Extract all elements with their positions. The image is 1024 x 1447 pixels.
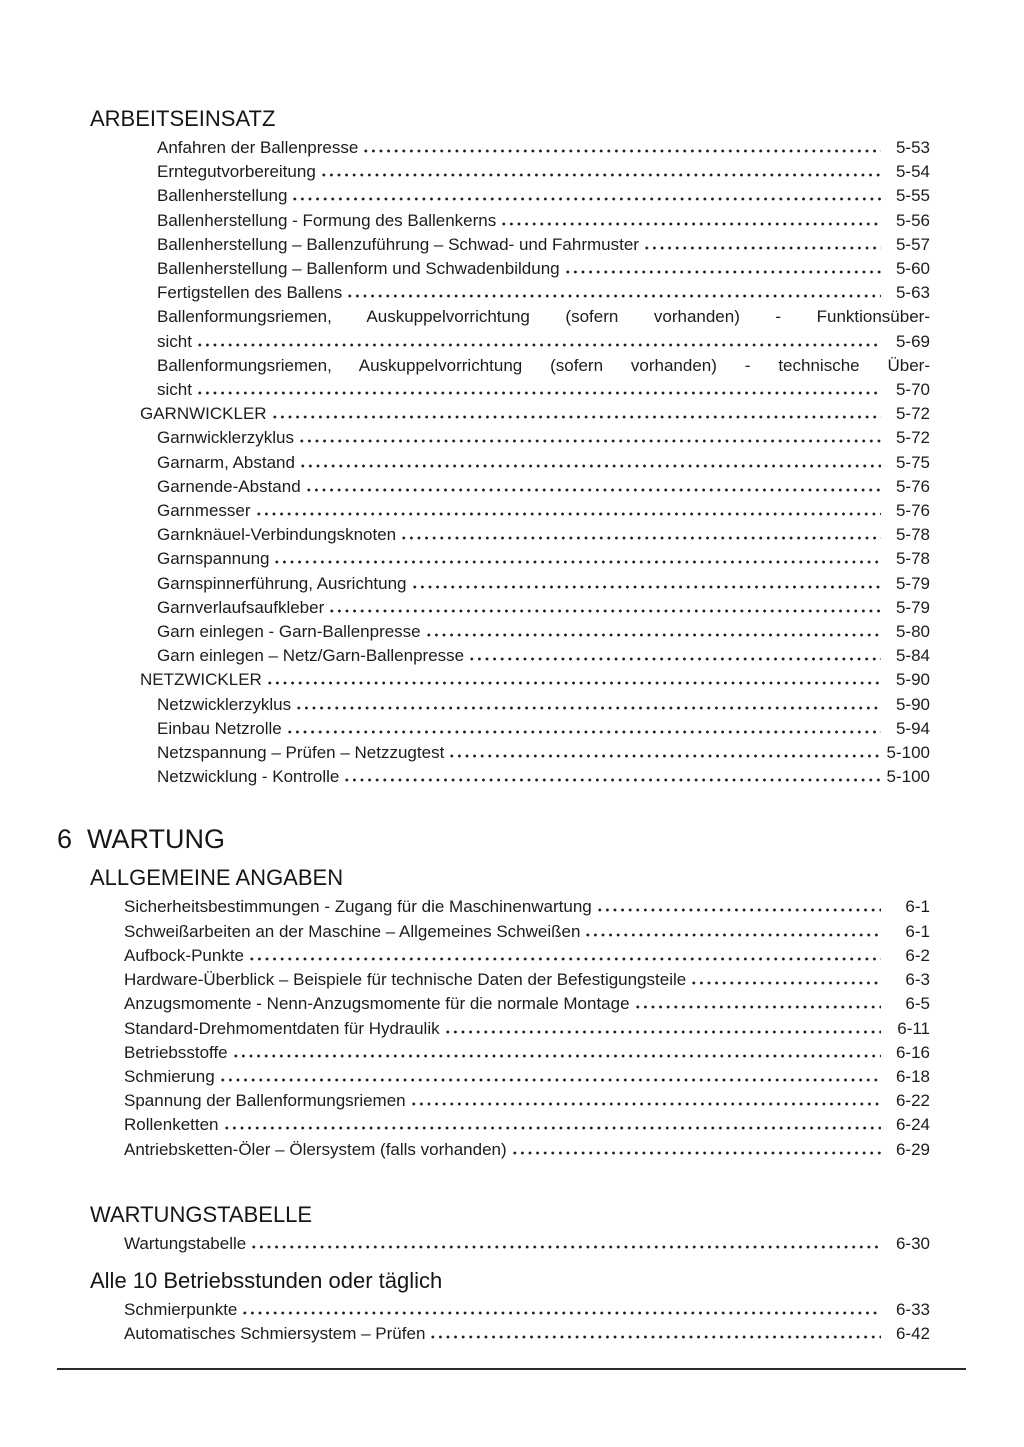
- toc-entry-page: 6-30: [895, 1233, 930, 1253]
- toc-entry-line1: Ballenformungsriemen, Auskuppelvorrichtung (sofern vorhanden) - Funktionsüber-: [157, 307, 930, 327]
- dot-leader: [248, 957, 881, 961]
- dot-leader: [500, 222, 881, 226]
- dot-leader: [299, 464, 881, 468]
- toc-entry-page: 6-1: [905, 897, 930, 917]
- dot-leader: [643, 246, 881, 250]
- dot-leader: [291, 197, 881, 201]
- dot-leader: [232, 1054, 881, 1058]
- toc-entry: [57, 1298, 930, 1322]
- toc-entry: [57, 233, 930, 257]
- toc-entry-label: Rollenketten: [124, 1115, 219, 1135]
- toc-entry-label: Garnspannung: [157, 549, 270, 569]
- toc-entry-label: Netzspannung – Prüfen – Netzzugtest: [157, 743, 445, 763]
- toc-entry: [57, 620, 930, 644]
- toc-entry-page: 6-11: [897, 1018, 930, 1038]
- footer-rule: [57, 1368, 966, 1370]
- toc-entry-line2: sicht: [157, 331, 192, 351]
- toc-entry-label: Fertigstellen des Ballens: [157, 283, 343, 303]
- section-heading: ALLGEMEINE ANGABEN: [90, 865, 344, 891]
- toc-entry: [57, 572, 930, 596]
- toc-entry-label: Aufbock-Punkte: [124, 945, 245, 965]
- toc-entry-page: 5-75: [895, 452, 930, 472]
- toc-entry-label: Garnende-Abstand: [157, 476, 301, 496]
- toc-entry: [57, 451, 930, 475]
- dot-leader: [295, 706, 881, 710]
- toc-entry-page: 5-79: [895, 573, 930, 593]
- toc-entry: [57, 1138, 930, 1162]
- dot-leader: [271, 415, 881, 419]
- dot-leader: [219, 1078, 881, 1082]
- dot-leader: [196, 391, 881, 395]
- toc-entry-label: Garnverlaufsaufkleber: [157, 597, 325, 617]
- toc-entry-multiline: [57, 305, 930, 353]
- toc-entry-label: Garnarm, Abstand: [157, 452, 295, 472]
- toc-entry-page: 5-79: [895, 597, 930, 617]
- toc-entry: [57, 1065, 930, 1089]
- toc-entry-label: Garnspinnerführung, Ausrichtung: [157, 573, 407, 593]
- toc-entry: [57, 475, 930, 499]
- toc-entry: [57, 1041, 930, 1065]
- dot-leader: [241, 1311, 881, 1315]
- toc-entry: [57, 944, 930, 968]
- dot-leader: [411, 585, 882, 589]
- dot-leader: [343, 778, 881, 782]
- dot-leader: [273, 560, 881, 564]
- toc-entry-page: 5-76: [895, 501, 930, 521]
- toc-entry-page: 5-78: [895, 549, 930, 569]
- dot-leader: [584, 933, 881, 937]
- toc-entry: [57, 968, 930, 992]
- dot-leader: [305, 488, 881, 492]
- toc-entry-page: 6-16: [895, 1042, 930, 1062]
- toc-entry-label: Antriebsketten-Öler – Ölersystem (falls vorhanden): [124, 1139, 507, 1159]
- dot-leader: [425, 633, 881, 637]
- toc-entry-label: Netzwicklung - Kontrolle: [157, 767, 340, 787]
- toc-entry: [57, 160, 930, 184]
- toc-entry-label: Hardware-Überblick – Beispiele für technische Daten der Befestigungsteile: [124, 970, 687, 990]
- toc-entry-label: Schmierung: [124, 1066, 215, 1086]
- dot-leader: [266, 681, 881, 685]
- dot-leader: [223, 1126, 881, 1130]
- toc-entry: [57, 693, 930, 717]
- toc-entry: [57, 1232, 930, 1256]
- dot-leader: [255, 512, 881, 516]
- toc-entry-label: Schmierpunkte: [124, 1299, 238, 1319]
- toc-entry-line2-row: [157, 378, 930, 402]
- toc-entry-line1: Ballenformungsriemen, Auskuppelvorrichtung (sofern vorhanden) - technische Über-: [157, 355, 930, 375]
- toc-entry-page: 6-18: [895, 1066, 930, 1086]
- dot-leader: [429, 1335, 881, 1339]
- toc-entry-page: 5-55: [895, 186, 930, 206]
- chapter-heading: 6 WARTUNG: [57, 824, 226, 855]
- toc-entry-page: 6-24: [895, 1115, 930, 1135]
- dot-leader: [196, 343, 881, 347]
- toc-entry: [57, 596, 930, 620]
- dot-leader: [468, 657, 881, 661]
- toc-entry: [57, 1089, 930, 1113]
- toc-entry-page: 6-29: [895, 1139, 930, 1159]
- toc-entry-page: 6-3: [905, 970, 930, 990]
- toc-entry-label: NETZWICKLER: [140, 670, 262, 690]
- toc-entry-label: Betriebsstoffe: [124, 1042, 228, 1062]
- toc-entry-page: 6-2: [905, 945, 930, 965]
- toc-entry-page: 5-84: [895, 646, 930, 666]
- toc-entry-label: Garnknäuel-Verbindungsknoten: [157, 525, 397, 545]
- toc-entry-page: 5-76: [895, 476, 930, 496]
- toc-entry-page: 5-70: [895, 380, 930, 400]
- toc-entry-label: Erntegutvorbereitung: [157, 162, 316, 182]
- toc-entry-page: 5-72: [895, 404, 930, 424]
- toc-entry-label: Automatisches Schmiersystem – Prüfen: [124, 1324, 426, 1344]
- toc-entry: [57, 184, 930, 208]
- toc-entry-multiline: [57, 354, 930, 402]
- toc-entry: [57, 1017, 930, 1041]
- toc-entry-page: 5-100: [886, 767, 930, 787]
- toc-entry-label: Wartungstabelle: [124, 1233, 247, 1253]
- dot-leader: [410, 1102, 881, 1106]
- toc-entry-page: 5-54: [895, 162, 930, 182]
- dot-leader: [286, 730, 881, 734]
- dot-leader: [634, 1005, 881, 1009]
- toc-entry-page: 5-56: [895, 210, 930, 230]
- toc-entry: [57, 209, 930, 233]
- toc-entry-page: 5-57: [895, 234, 930, 254]
- section-heading: Alle 10 Betriebsstunden oder täglich: [90, 1267, 443, 1293]
- section-heading: ARBEITSEINSATZ: [90, 106, 276, 131]
- toc-entry-label: Ballenherstellung – Ballenform und Schwadenbildung: [157, 259, 560, 279]
- toc-entry-page: 5-69: [895, 331, 930, 351]
- toc-entry: [57, 499, 930, 523]
- dot-leader: [690, 981, 881, 985]
- toc-entry-label: Garn einlegen – Netz/Garn-Ballenpresse: [157, 646, 465, 666]
- toc-entry: [57, 1113, 930, 1137]
- toc-entry: [57, 136, 930, 160]
- toc-entry-label: Sicherheitsbestimmungen - Zugang für die Maschinenwartung: [124, 897, 592, 917]
- toc: [57, 106, 930, 1346]
- toc-entry-page: 6-5: [905, 994, 930, 1014]
- toc-entry-label: Spannung der Ballenformungsriemen: [124, 1091, 406, 1111]
- dot-leader: [362, 149, 881, 153]
- toc-entry-label: Garnmesser: [157, 501, 251, 521]
- toc-entry-label: Garnwicklerzyklus: [157, 428, 294, 448]
- toc-entry-page: 5-100: [886, 743, 930, 763]
- toc-entry-line2: sicht: [157, 380, 192, 400]
- section-heading: WARTUNGSTABELLE: [90, 1201, 313, 1227]
- toc-entry-page: 5-53: [895, 138, 930, 157]
- toc-entry: [57, 765, 930, 789]
- toc-entry-label: Anfahren der Ballenpresse: [157, 138, 359, 157]
- toc-entry-label: Einbau Netzrolle: [157, 718, 282, 738]
- toc-entry-page: 5-60: [895, 259, 930, 279]
- dot-leader: [250, 1245, 881, 1249]
- dot-leader: [448, 754, 881, 758]
- toc-entry-page: 5-80: [895, 622, 930, 642]
- toc-entry: [57, 257, 930, 281]
- dot-leader: [564, 270, 881, 274]
- toc-entry-label: Netzwicklerzyklus: [157, 694, 292, 714]
- toc-entry: [57, 426, 930, 450]
- toc-entry-page: 5-94: [895, 718, 930, 738]
- dot-leader: [320, 173, 881, 177]
- toc-entry-label: Garn einlegen - Garn-Ballenpresse: [157, 622, 421, 642]
- toc-entry-page: 6-42: [895, 1324, 930, 1344]
- dot-leader: [444, 1030, 881, 1034]
- toc-entry: [57, 402, 930, 426]
- toc-entry: [57, 668, 930, 692]
- toc-entry-page: 6-1: [905, 921, 930, 941]
- toc-entry-label: Ballenherstellung – Ballenzuführung – Schwad- und Fahrmuster: [157, 234, 639, 254]
- toc-entry: [57, 1322, 930, 1346]
- dot-leader: [298, 439, 881, 443]
- toc-entry-label: Schweißarbeiten an der Maschine – Allgemeines Schweißen: [124, 921, 581, 941]
- toc-entry-page: 5-78: [895, 525, 930, 545]
- toc-entry-label: Standard-Drehmomentdaten für Hydraulik: [124, 1018, 440, 1038]
- toc-entry: [57, 281, 930, 305]
- dot-leader: [400, 536, 881, 540]
- toc-entry-label: Ballenherstellung - Formung des Ballenkerns: [157, 210, 497, 230]
- toc-entry: [57, 741, 930, 765]
- toc-entry: [57, 717, 930, 741]
- toc-entry-page: 5-63: [895, 283, 930, 303]
- toc-entry-page: 6-33: [895, 1299, 930, 1319]
- dot-leader: [596, 908, 881, 912]
- toc-entry-label: GARNWICKLER: [140, 404, 267, 424]
- toc-entry: [57, 547, 930, 571]
- toc-entry-page: 5-72: [895, 428, 930, 448]
- toc-entry-page: 5-90: [895, 694, 930, 714]
- toc-entry-line2-row: [157, 330, 930, 354]
- toc-entry: [57, 992, 930, 1016]
- toc-entry: [57, 920, 930, 944]
- toc-entry: [57, 644, 930, 668]
- toc-entry-label: Anzugsmomente - Nenn-Anzugsmomente für die normale Montage: [124, 994, 630, 1014]
- toc-entry: [57, 895, 930, 919]
- dot-leader: [511, 1151, 881, 1155]
- toc-entry-label: Ballenherstellung: [157, 186, 288, 206]
- toc-entry: [57, 523, 930, 547]
- dot-leader: [346, 294, 881, 298]
- toc-entry-page: 5-90: [895, 670, 930, 690]
- dot-leader: [328, 609, 881, 613]
- toc-entry-page: 6-22: [895, 1091, 930, 1111]
